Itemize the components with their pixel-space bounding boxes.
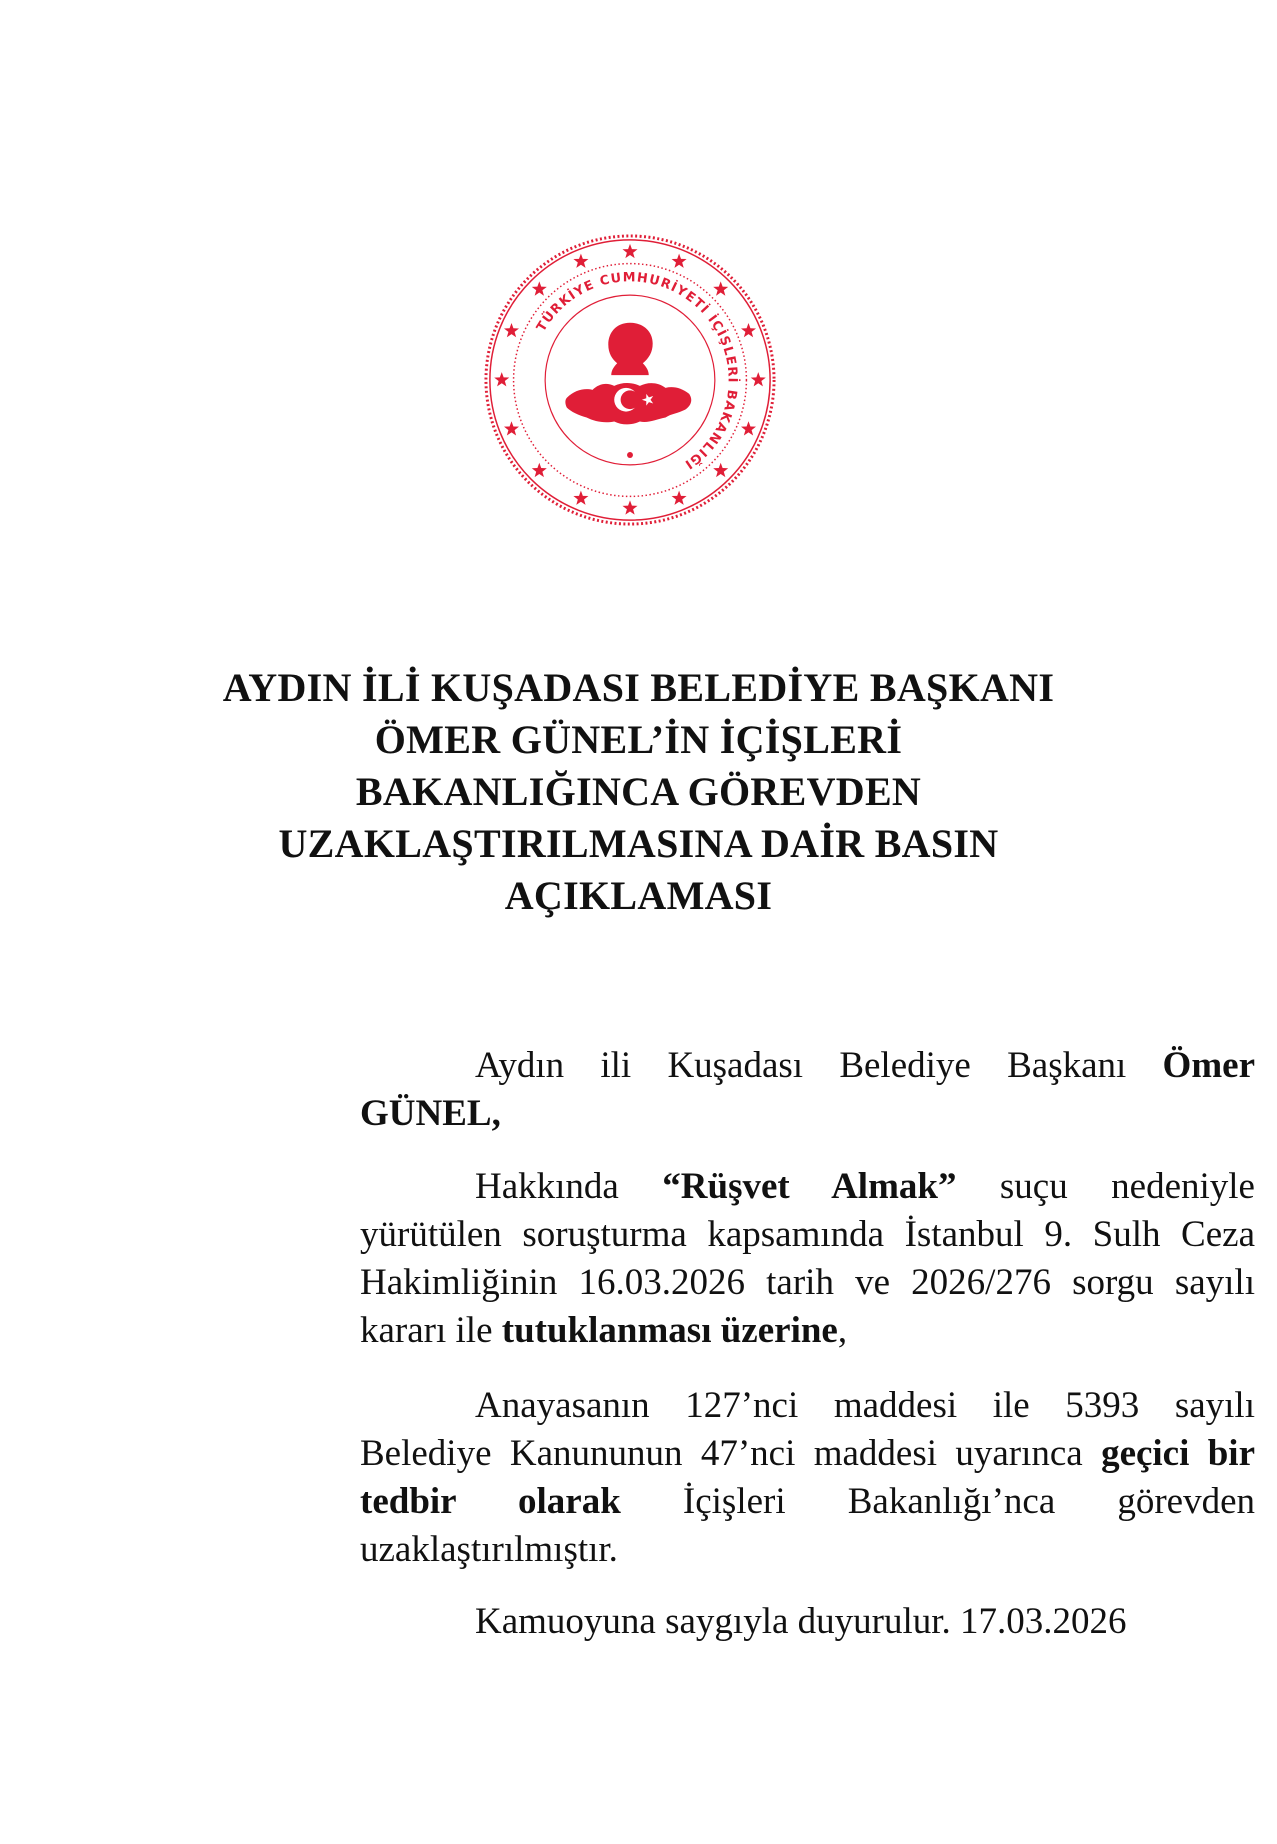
seal-star-icon [741,323,756,337]
seal-star-icon [622,244,637,258]
seal-star-icon [494,372,509,386]
seal-star-icon [672,254,687,268]
seal-star-icon [622,500,637,514]
seal-star-icon [504,323,519,337]
title-line: ÖMER GÜNEL’İN İÇİŞLERİ [374,717,903,762]
seal-star-icon [713,281,728,295]
ministry-seal [482,232,778,528]
svg-text:TÜRKİYE CUMHURİYETİ İÇİŞLERİ B: TÜRKİYE CUMHURİYETİ İÇİŞLERİ BAKANLIĞI [534,270,740,473]
paragraph-suspension: Anayasanın 127’nci maddesi ile 5393 sayılı Belediye Kanununun 47’nci maddesi uyarınca geçici bir tedbir olarak İçişleri Bakanlığı’nca görevden uzaklaştırılmıştır. [360,1385,1256,1570]
seal-star-icon [532,463,547,477]
title-line: UZAKLAŞTIRILMASINA DAİR BASIN [278,821,999,866]
seal-star-icon [751,372,766,386]
paragraph-closing: Kamuoyuna saygıyla duyurulur. 17.03.2026 [475,1601,1127,1642]
seal-star-icon [672,491,687,505]
paragraph-subject: Aydın ili Kuşadası Belediye Başkanı Ömer GÜNEL, [360,1045,1255,1134]
title-line: AYDIN İLİ KUŞADASI BELEDİYE BAŞKANI [222,665,1055,710]
mayor-name: Ömer GÜNEL [360,1045,1255,1134]
seal-star-icon [573,254,588,268]
seal-star-icon [573,491,588,505]
seal-star-icon [532,281,547,295]
press-release-title [160,662,1117,922]
seal-star-icon [504,421,519,435]
crime-name: “Rüşvet Almak” [662,1166,957,1207]
ministry-seal-icon [482,232,778,528]
seal-star-icon [713,463,728,477]
title-line: BAKANLIĞINCA GÖREVDEN [355,769,922,814]
paragraph-arrest: Hakkında “Rüşvet Almak” suçu nedeniyle yürütülen soruşturma kapsamında İstanbul 9. Sulh Ceza Hakimliğinin 16.03.2026 tarih ve 2026/276 sorgu sayılı kararı ile tutuklanması üzerine, [360,1166,1255,1351]
title-line: AÇIKLAMASI [504,873,773,918]
seal-star-icon [741,421,756,435]
